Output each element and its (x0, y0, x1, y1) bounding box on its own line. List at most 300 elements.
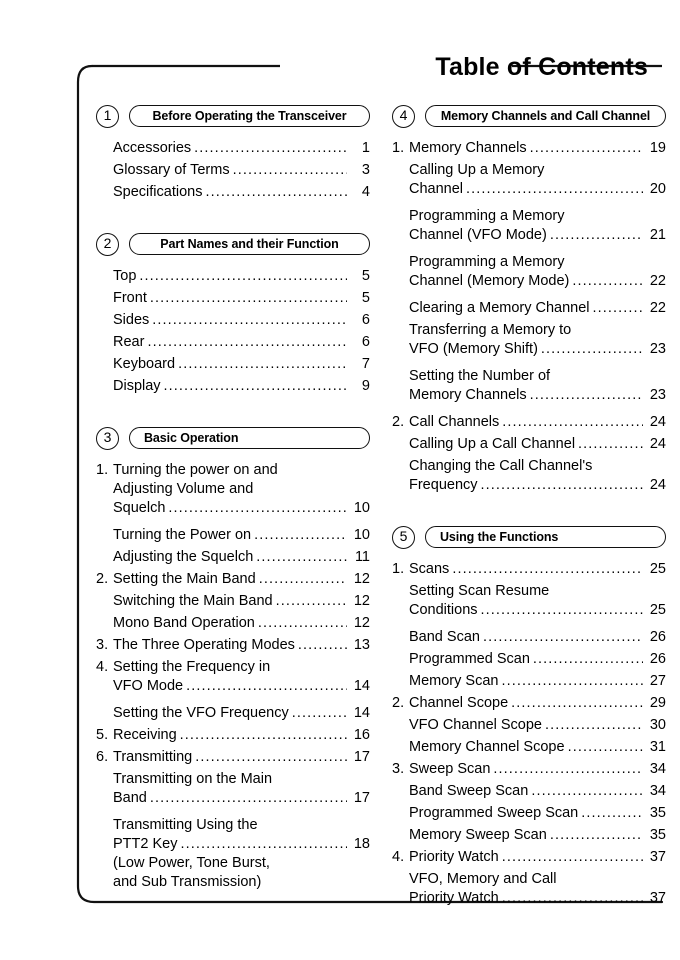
entry-title: Memory Channels (409, 140, 527, 156)
entry-body (409, 457, 666, 495)
entry-page-number: 16 (353, 727, 370, 743)
entry-list (96, 267, 370, 396)
entry-page-number: 25 (649, 602, 666, 618)
toc-entry[interactable] (392, 435, 666, 454)
entry-title: Rear (113, 334, 145, 350)
entry-body (409, 848, 666, 867)
dot-leader (466, 180, 643, 199)
entry-line (409, 161, 666, 180)
section-title-using-the-functions[interactable]: Using the Functions (425, 526, 666, 548)
section-title-before-operating-the-transceiver[interactable]: Before Operating the Transceiver (129, 105, 370, 127)
entry-body (113, 592, 370, 611)
toc-entry[interactable] (96, 770, 370, 808)
entry-line (409, 848, 666, 867)
dot-leader (493, 760, 643, 779)
entry-page-number: 12 (353, 593, 370, 609)
toc-entry[interactable] (392, 716, 666, 735)
dot-leader (541, 340, 643, 359)
entry-page-number: 21 (649, 227, 666, 243)
toc-entry[interactable] (96, 161, 370, 180)
toc-entry[interactable] (96, 267, 370, 286)
entry-list (96, 139, 370, 202)
entry-page-number: 5 (361, 290, 370, 306)
entry-title: Setting the Number of (409, 368, 551, 384)
entry-title: Band (113, 790, 147, 806)
entry-title: Setting the VFO Frequency (113, 705, 289, 721)
toc-entry[interactable] (96, 548, 370, 567)
entry-body (113, 570, 370, 589)
entry-line (113, 183, 370, 202)
entry-line (409, 628, 666, 647)
dot-leader (568, 738, 643, 757)
entry-title: Priority Watch (409, 849, 499, 865)
section-header-3 (96, 426, 370, 450)
entry-title: Accessories (113, 140, 192, 156)
toc-entry[interactable] (392, 139, 666, 158)
entry-page-number: 26 (649, 651, 666, 667)
entry-title: Programming a Memory (409, 208, 565, 224)
entry-body (113, 748, 370, 767)
entry-title: Mono Band Operation (113, 615, 255, 631)
entry-title: PTT2 Key (113, 836, 178, 852)
entry-number: 3. (392, 761, 405, 777)
toc-entry[interactable] (96, 139, 370, 158)
entry-page-number: 14 (353, 705, 370, 721)
entry-title: Turning the power on and (113, 462, 278, 478)
entry-body (113, 614, 370, 633)
dot-leader (256, 548, 347, 567)
entry-list (392, 560, 666, 908)
toc-entry[interactable] (392, 826, 666, 845)
entry-title: Transmitting on the Main (113, 771, 273, 787)
toc-entry[interactable] (392, 367, 666, 405)
entry-title: Band Scan (409, 629, 480, 645)
toc-column-right (392, 104, 666, 906)
entry-body (409, 560, 666, 579)
entry-line (113, 614, 370, 633)
toc-content (96, 104, 666, 906)
entry-body (113, 461, 370, 518)
entry-page-number: 9 (361, 378, 370, 394)
section-number-badge: 5 (392, 526, 415, 549)
entry-title: Channel (409, 181, 464, 197)
entry-body (113, 704, 370, 723)
entry-line (113, 726, 370, 745)
entry-title: Switching the Main Band (113, 593, 273, 609)
toc-entry[interactable] (392, 299, 666, 318)
entry-title: Calling Up a Memory (409, 162, 545, 178)
toc-entry[interactable] (392, 760, 666, 779)
entry-page-number: 30 (649, 717, 666, 733)
entry-line (113, 267, 370, 286)
entry-title: Channel Scope (409, 695, 509, 711)
entry-line (113, 139, 370, 158)
entry-line (409, 582, 666, 601)
entry-page-number: 24 (649, 436, 666, 452)
entry-page-number: 25 (649, 561, 666, 577)
entry-title: Transmitting (113, 749, 193, 765)
entry-page-number: 18 (353, 836, 370, 852)
entry-body (409, 139, 666, 158)
entry-page-number: 13 (353, 637, 370, 653)
entry-body (113, 355, 370, 374)
entry-line (113, 499, 370, 518)
toc-entry[interactable] (96, 333, 370, 352)
dot-leader (550, 826, 643, 845)
entry-body (409, 738, 666, 757)
toc-entry[interactable] (392, 628, 666, 647)
entry-page-number: 17 (353, 749, 370, 765)
toc-entry[interactable] (392, 253, 666, 291)
toc-entry[interactable] (96, 636, 370, 655)
entry-title: Squelch (113, 500, 166, 516)
dot-leader (452, 560, 643, 579)
entry-body (113, 139, 370, 158)
toc-entry[interactable] (392, 782, 666, 801)
entry-page-number: 27 (649, 673, 666, 689)
toc-entry[interactable] (96, 377, 370, 396)
entry-body (409, 413, 666, 432)
title-row (0, 52, 680, 82)
toc-entry[interactable] (96, 816, 370, 892)
entry-page-number: 3 (361, 162, 370, 178)
entry-body (409, 321, 666, 359)
entry-title: Scans (409, 561, 450, 577)
entry-title: Front (113, 290, 147, 306)
entry-body (409, 628, 666, 647)
entry-title: Adjusting Volume and (113, 481, 254, 497)
section-number-badge: 3 (96, 427, 119, 450)
entry-line (113, 658, 370, 677)
dot-leader (531, 782, 643, 801)
entry-page-number: 24 (649, 414, 666, 430)
entry-page-number: 22 (649, 300, 666, 316)
toc-entry[interactable] (392, 650, 666, 669)
toc-section-2 (96, 232, 370, 396)
toc-section-1 (96, 104, 370, 202)
dot-leader (481, 601, 643, 620)
entry-line (409, 826, 666, 845)
entry-title: Conditions (409, 602, 478, 618)
entry-page-number: 20 (649, 181, 666, 197)
dot-leader (259, 570, 347, 589)
toc-entry[interactable] (96, 526, 370, 545)
entry-page-number: 35 (649, 805, 666, 821)
dot-leader (150, 289, 347, 308)
section-title-part-names-and-their-function[interactable]: Part Names and their Function (129, 233, 370, 255)
entry-page-number: 10 (353, 500, 370, 516)
toc-column-left (96, 104, 370, 894)
toc-entry[interactable] (392, 560, 666, 579)
entry-line (113, 480, 370, 499)
entry-line (409, 180, 666, 199)
entry-title: Frequency (409, 477, 478, 493)
dot-leader (178, 355, 347, 374)
toc-entry[interactable] (96, 355, 370, 374)
entry-line (409, 457, 666, 476)
entry-body (409, 716, 666, 735)
entry-title: Glossary of Terms (113, 162, 230, 178)
entry-body (113, 161, 370, 180)
dot-leader (150, 789, 347, 808)
dot-leader (195, 748, 347, 767)
entry-page-number: 14 (353, 678, 370, 694)
dot-leader (180, 726, 347, 745)
entry-body (113, 726, 370, 745)
entry-body (113, 333, 370, 352)
entry-line (113, 377, 370, 396)
toc-entry[interactable] (392, 870, 666, 908)
entry-number: 1. (96, 462, 109, 478)
entry-title: Top (113, 268, 137, 284)
entry-number: 6. (96, 749, 109, 765)
entry-line (113, 289, 370, 308)
entry-title: Memory Scan (409, 673, 499, 689)
entry-page-number: 19 (649, 140, 666, 156)
dot-leader (530, 139, 643, 158)
toc-entry[interactable] (96, 704, 370, 723)
entry-line (113, 570, 370, 589)
dot-leader (168, 499, 347, 518)
entry-title: Keyboard (113, 356, 176, 372)
entry-title: Specifications (113, 184, 203, 200)
entry-line (409, 207, 666, 226)
entry-line (409, 760, 666, 779)
entry-title: Sides (113, 312, 150, 328)
toc-entry[interactable] (96, 183, 370, 202)
dot-leader (180, 835, 347, 854)
entry-line (113, 592, 370, 611)
entry-title: Call Channels (409, 414, 500, 430)
entry-list (392, 139, 666, 495)
toc-entry[interactable] (392, 161, 666, 199)
entry-page-number: 12 (353, 571, 370, 587)
toc-section-3 (96, 426, 370, 892)
entry-line (409, 650, 666, 669)
dot-leader (550, 226, 643, 245)
entry-title: VFO Mode (113, 678, 184, 694)
entry-page-number: 10 (353, 527, 370, 543)
entry-page-number: 17 (353, 790, 370, 806)
dot-leader (152, 311, 347, 330)
toc-entry[interactable] (96, 614, 370, 633)
section-number-badge: 2 (96, 233, 119, 256)
toc-entry[interactable] (96, 289, 370, 308)
entry-title: Calling Up a Call Channel (409, 436, 576, 452)
toc-entry[interactable] (392, 738, 666, 757)
entry-line (409, 716, 666, 735)
entry-body (409, 435, 666, 454)
entry-body (409, 161, 666, 199)
entry-line (113, 789, 370, 808)
entry-body (113, 267, 370, 286)
entry-body (409, 672, 666, 691)
toc-entry[interactable] (96, 461, 370, 518)
toc-entry[interactable] (96, 570, 370, 589)
dot-leader (481, 476, 643, 495)
entry-line (409, 139, 666, 158)
entry-body (113, 816, 370, 892)
entry-line (409, 560, 666, 579)
dot-leader (502, 848, 643, 867)
entry-page-number: 23 (649, 341, 666, 357)
dot-leader (186, 677, 347, 696)
dot-leader (578, 435, 643, 454)
entry-title: Clearing a Memory Channel (409, 300, 590, 316)
entry-title: Transferring a Memory to (409, 322, 572, 338)
entry-subtext: and Sub Transmission) (113, 874, 262, 890)
toc-entry[interactable] (392, 207, 666, 245)
entry-line (113, 526, 370, 545)
entry-body (409, 694, 666, 713)
toc-section-4 (392, 104, 666, 495)
entry-page-number: 6 (361, 334, 370, 350)
entry-page-number: 34 (649, 783, 666, 799)
entry-number: 3. (96, 637, 109, 653)
entry-line (113, 333, 370, 352)
entry-line (409, 870, 666, 889)
dot-leader (581, 804, 643, 823)
entry-body (113, 377, 370, 396)
entry-line (409, 782, 666, 801)
entry-line (113, 161, 370, 180)
entry-line (113, 355, 370, 374)
section-header-5 (392, 525, 666, 549)
entry-line (409, 226, 666, 245)
entry-title: Changing the Call Channel's (409, 458, 593, 474)
toc-entry[interactable] (392, 848, 666, 867)
toc-entry[interactable] (392, 321, 666, 359)
entry-page-number: 4 (361, 184, 370, 200)
entry-number: 5. (96, 727, 109, 743)
dot-leader (298, 636, 347, 655)
entry-page-number: 29 (649, 695, 666, 711)
entry-line (409, 367, 666, 386)
entry-body (113, 183, 370, 202)
toc-entry[interactable] (392, 804, 666, 823)
entry-number: 2. (96, 571, 109, 587)
section-title-memory-channels-and-call-channel[interactable]: Memory Channels and Call Channel (425, 105, 666, 127)
entry-body (409, 782, 666, 801)
entry-title: Memory Sweep Scan (409, 827, 547, 843)
entry-line (409, 272, 666, 291)
entry-page-number: 11 (354, 549, 370, 565)
toc-entry[interactable] (96, 748, 370, 767)
entry-line (409, 601, 666, 620)
entry-number: 4. (392, 849, 405, 865)
dot-leader (501, 672, 643, 691)
entry-title: VFO Channel Scope (409, 717, 542, 733)
entry-title: VFO (Memory Shift) (409, 341, 538, 357)
entry-page-number: 22 (649, 273, 666, 289)
dot-leader (530, 386, 643, 405)
dot-leader (545, 716, 643, 735)
entry-page-number: 34 (649, 761, 666, 777)
entry-body (409, 826, 666, 845)
toc-entry[interactable] (96, 726, 370, 745)
toc-entry[interactable] (392, 672, 666, 691)
entry-title: Receiving (113, 727, 177, 743)
dot-leader (502, 889, 643, 908)
dot-leader (139, 267, 347, 286)
dot-leader (511, 694, 643, 713)
entry-title: Memory Channel Scope (409, 739, 565, 755)
entry-page-number: 12 (353, 615, 370, 631)
entry-title: Programming a Memory (409, 254, 565, 270)
entry-title: Programmed Sweep Scan (409, 805, 579, 821)
entry-body (409, 870, 666, 908)
section-title-basic-operation[interactable]: Basic Operation (129, 427, 370, 449)
toc-entry[interactable] (96, 658, 370, 696)
entry-line (113, 835, 370, 854)
entry-page-number: 7 (361, 356, 370, 372)
entry-title: Transmitting Using the (113, 817, 258, 833)
entry-line (409, 672, 666, 691)
toc-entry[interactable] (392, 457, 666, 495)
entry-title: Setting the Frequency in (113, 659, 271, 675)
toc-entry[interactable] (392, 413, 666, 432)
entry-title: Turning the Power on (113, 527, 252, 543)
dot-leader (572, 272, 643, 291)
toc-entry[interactable] (392, 694, 666, 713)
dot-leader (533, 650, 643, 669)
entry-line (113, 748, 370, 767)
entry-line (409, 476, 666, 495)
entry-line (409, 386, 666, 405)
entry-title: Display (113, 378, 161, 394)
dot-leader (593, 299, 643, 318)
entry-line (113, 770, 370, 789)
entry-title: Memory Channels (409, 387, 527, 403)
entry-line (113, 677, 370, 696)
entry-line (113, 461, 370, 480)
dot-leader (194, 139, 347, 158)
entry-line (409, 340, 666, 359)
entry-page-number: 37 (649, 890, 666, 906)
entry-title: Adjusting the Squelch (113, 549, 254, 565)
entry-body (113, 289, 370, 308)
entry-line (409, 321, 666, 340)
section-header-1 (96, 104, 370, 128)
dot-leader (258, 614, 347, 633)
entry-subtext: (Low Power, Tone Burst, (113, 855, 270, 871)
toc-entry[interactable] (392, 582, 666, 620)
entry-body (113, 311, 370, 330)
dot-leader (292, 704, 347, 723)
entry-line (409, 889, 666, 908)
entry-line (113, 311, 370, 330)
entry-line (409, 694, 666, 713)
entry-body (113, 658, 370, 696)
entry-page-number: 26 (649, 629, 666, 645)
entry-body (409, 299, 666, 318)
dot-leader (147, 333, 347, 352)
page-title: Table of Contents (435, 52, 648, 81)
entry-body (409, 367, 666, 405)
entry-title: VFO, Memory and Call (409, 871, 557, 887)
entry-page-number: 35 (649, 827, 666, 843)
entry-line (113, 636, 370, 655)
toc-entry[interactable] (96, 592, 370, 611)
dot-leader (483, 628, 643, 647)
entry-title: Sweep Scan (409, 761, 491, 777)
dot-leader (164, 377, 347, 396)
entry-title: Band Sweep Scan (409, 783, 529, 799)
entry-title: Setting Scan Resume (409, 583, 550, 599)
toc-entry[interactable] (96, 311, 370, 330)
entry-title: Priority Watch (409, 890, 499, 906)
entry-page-number: 31 (649, 739, 666, 755)
